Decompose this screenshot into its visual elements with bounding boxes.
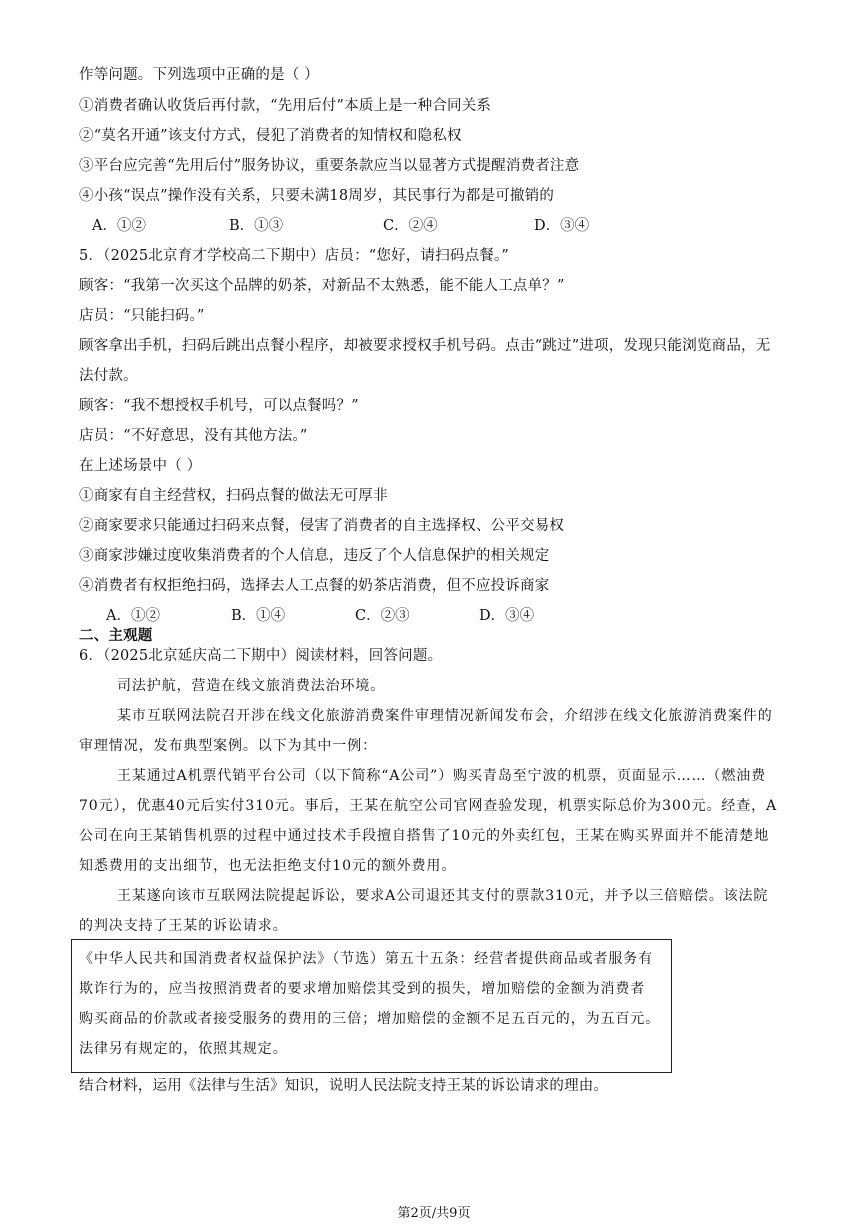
q5-option-b: B．①④ [231,608,286,624]
q5-line-5: 顾客：“我不想授权手机号，可以点餐吗？” [79,398,359,414]
q6-material-1: 司法护航，营造在线文旅消费法治环境。 [117,678,386,694]
q5-item-3: ③商家涉嫌过度收集消费者的个人信息，违反了个人信息保护的相关规定 [79,548,550,564]
q6-material-9: 的判决支持了王某的诉讼请求。 [79,918,288,934]
q6-material-4: 王某通过A机票代销平台公司（以下简称“A公司”）购买青岛至宁波的机票，页面显示……（燃油费 [117,768,767,784]
q4-item-2: ②“莫名开通”该支付方式，侵犯了消费者的知情权和隐私权 [79,128,462,144]
q6-question: 结合材料，运用《法律与生活》知识，说明人民法院支持王某的诉讼请求的理由。 [79,1078,609,1094]
q5-item-4: ④消费者有权拒绝扫码，选择去人工点餐的奶茶店消费，但不应投诉商家 [79,578,550,594]
q4-option-c: C．②④ [383,218,438,234]
q5-option-c: C．②③ [355,608,410,624]
page-number: 第2页/共9页 [397,1206,471,1221]
q6-title: 6．（2025北京延庆高二下期中）阅读材料，回答问题。 [79,648,443,664]
q5-line-6: 店员：“不好意思，没有其他方法。” [79,428,308,444]
q4-item-3: ③平台应完善“先用后付”服务协议，重要条款应当以显著方式提醒消费者注意 [79,158,580,174]
law-box-line-2: 欺诈行为的，应当按照消费者的要求增加赔偿其受到的损失，增加赔偿的金额为消费者 [79,981,646,997]
q4-stem-tail: 作等问题。下列选项中正确的是（ ） [79,67,320,83]
q5-line-1: 顾客：“我第一次买这个品牌的奶茶，对新品不太熟悉，能不能人工点单？” [79,278,565,294]
q5-option-a: A．①② [106,608,160,624]
q5-line-2: 店员：“只能扫码。” [79,308,205,324]
law-box-line-1: 《中华人民共和国消费者权益保护法》（节选）第五十五条：经营者提供商品或者服务有 [79,951,654,967]
q6-material-7: 知悉费用的支出细节，也无法拒绝支付10元的额外费用。 [79,858,457,874]
q5-line-3: 顾客拿出手机，扫码后跳出点餐小程序，却被要求授权手机号码。点击“跳过”进项，发现只能浏览商品，无 [79,338,771,354]
section-heading: 二、主观题 [79,628,153,644]
q5-title: 5．（2025北京育才学校高二下期中）店员：“您好，请扫码点餐。” [79,248,510,264]
q4-option-b: B．①③ [229,218,284,234]
q5-line-4: 法付款。 [79,368,138,384]
q6-material-6: 公司在向王某销售机票的过程中通过技术手段擅自搭售了10元的外卖红包，王某在购买界面并不能清楚地 [79,828,770,844]
q5-option-d: D．③④ [479,608,535,624]
q4-option-a: A．①② [92,218,146,234]
q5-item-1: ①商家有自主经营权，扫码点餐的做法无可厚非 [79,488,388,504]
law-box-line-3: 购买商品的价款或者接受服务的费用的三倍；增加赔偿的金额不足五百元的，为五百元。 [79,1011,661,1027]
q6-material-2: 某市互联网法院召开涉在线文化旅游消费案件审理情况新闻发布会，介绍涉在线文化旅游消费案件的 [117,708,773,724]
q5-item-2: ②商家要求只能通过扫码来点餐，侵害了消费者的自主选择权、公平交易权 [79,518,565,534]
q4-option-d: D．③④ [534,218,590,234]
q5-line-7: 在上述场景中（ ） [79,458,202,474]
law-box-line-4: 法律另有规定的，依照其规定。 [79,1041,288,1057]
q6-material-5: 70元），优惠40元后实付310元。事后，王某在航空公司官网查验发现，机票实际总价为300元。经查，A [79,798,778,814]
q4-item-1: ①消费者确认收货后再付款，“先用后付”本质上是一种合同关系 [79,98,492,114]
q6-material-3: 审理情况，发布典型案例。以下为其中一例： [79,738,377,754]
q6-material-8: 王某遂向该市互联网法院提起诉讼，要求A公司退还其支付的票款310元，并予以三倍赔偿。该法院 [117,888,769,904]
q4-item-4: ④小孩“误点”操作没有关系，只要未满18周岁，其民事行为都是可撤销的 [79,188,555,204]
